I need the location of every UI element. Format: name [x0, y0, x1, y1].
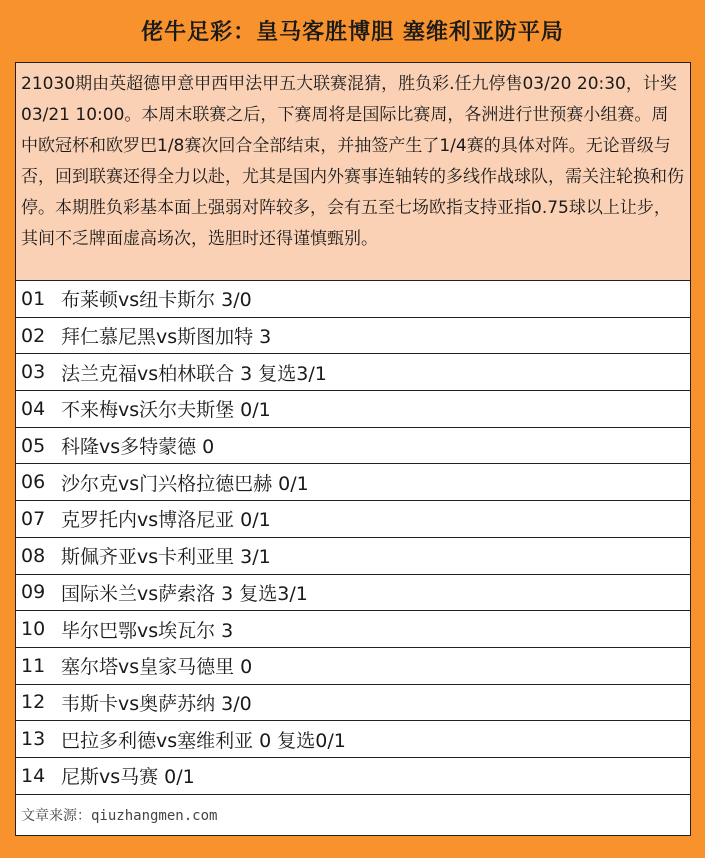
match-row	[16, 501, 690, 538]
match-number: 10	[21, 618, 46, 641]
match-pick: 国际米兰vs萨索洛 3 复选3/1	[61, 582, 308, 605]
match-row	[16, 391, 690, 428]
match-row	[16, 648, 690, 685]
match-pick: 克罗托内vs博洛尼亚 0/1	[61, 509, 271, 532]
match-number: 03	[21, 361, 46, 384]
match-pick: 拜仁慕尼黑vs斯图加特 3	[61, 326, 272, 349]
match-pick: 斯佩齐亚vs卡利亚里 3/1	[61, 546, 271, 569]
content-panel	[15, 62, 691, 836]
match-row	[16, 538, 690, 575]
match-pick: 科隆vs多特蒙德 0	[61, 436, 215, 459]
article-title: 佬牛足彩：皇马客胜博胆 塞维利亚防平局	[141, 19, 564, 45]
match-pick: 法兰克福vs柏林联合 3 复选3/1	[61, 362, 327, 385]
match-row	[16, 464, 690, 501]
match-row	[16, 611, 690, 648]
match-number: 01	[21, 287, 46, 310]
match-list	[16, 281, 690, 795]
match-row	[16, 721, 690, 758]
match-pick: 毕尔巴鄂vs埃瓦尔 3	[61, 619, 234, 642]
match-row	[16, 685, 690, 722]
match-number: 09	[21, 581, 46, 604]
match-pick: 不来梅vs沃尔夫斯堡 0/1	[61, 399, 271, 422]
match-number: 06	[21, 471, 46, 494]
match-number: 05	[21, 434, 46, 457]
match-row	[16, 575, 690, 612]
match-row	[16, 318, 690, 355]
source-credit: 文章来源：qiuzhangmen.com	[21, 807, 218, 824]
match-number: 04	[21, 397, 46, 420]
match-row	[16, 758, 690, 795]
match-row	[16, 428, 690, 465]
match-number: 07	[21, 507, 46, 530]
match-number: 08	[21, 544, 46, 567]
match-number: 14	[21, 764, 46, 787]
match-pick: 沙尔克vs门兴格拉德巴赫 0/1	[61, 472, 309, 495]
match-row	[16, 281, 690, 318]
match-row	[16, 354, 690, 391]
match-pick: 韦斯卡vs奥萨苏纳 3/0	[61, 692, 252, 715]
match-number: 11	[21, 654, 46, 677]
match-number: 13	[21, 728, 46, 751]
match-pick: 巴拉多利德vs塞维利亚 0 复选0/1	[61, 729, 346, 752]
match-pick: 塞尔塔vs皇家马德里 0	[61, 656, 253, 679]
match-number: 02	[21, 324, 46, 347]
match-pick: 布莱顿vs纽卡斯尔 3/0	[61, 289, 252, 312]
match-pick: 尼斯vs马赛 0/1	[61, 766, 195, 789]
intro-paragraph: 21030期由英超德甲意甲西甲法甲五大联赛混猜，胜负彩.任九停售03/20 20:30，计奖03/21 10:00。本周末联赛之后，下赛周将是国际比赛周，各洲进行世预赛小组赛。周中欧冠杯和欧罗巴1/8赛次回合全部结束，并抽签产生了1/4赛的具体对阵。无论晋级与否，回到联赛还得全力以赴，尤其是国内外赛事连轴转的多线作战球队，需关注轮换和伤停。本期胜负彩基本面上强弱对阵较多，会有五至七场欧指支持亚指0.75球以上让步，其间不乏牌面虚高场次，选胆时还得谨慎甄别。	[16, 63, 690, 281]
match-number: 12	[21, 691, 46, 714]
